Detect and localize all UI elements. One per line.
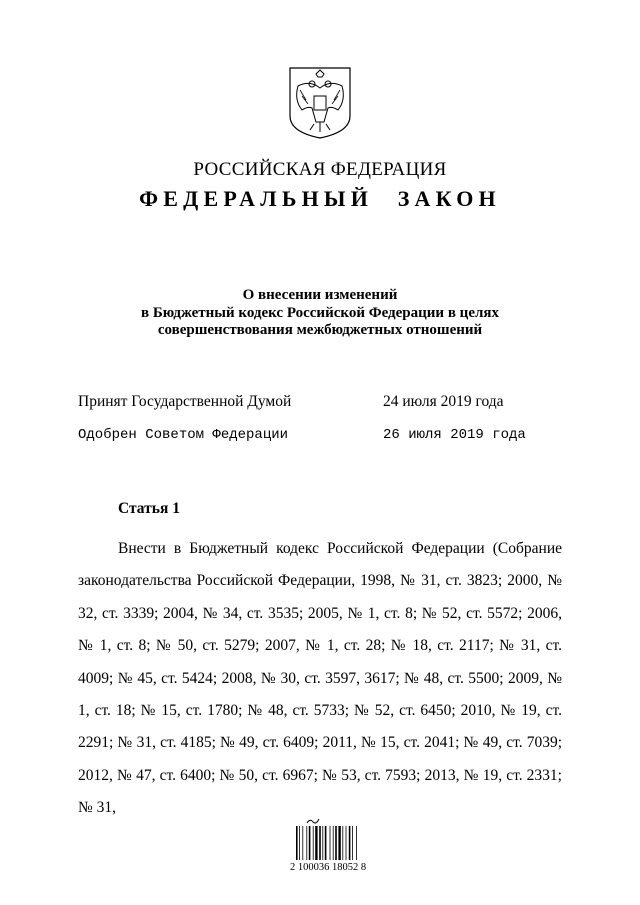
law-title-line: совершенствования межбюджетных отношений	[157, 322, 483, 338]
barcode-bars	[296, 826, 358, 860]
barcode-bar	[319, 826, 321, 860]
barcode-bar	[333, 826, 334, 860]
signature-mark-icon	[306, 817, 320, 825]
barcode-bar	[325, 826, 327, 860]
barcode-bar	[356, 826, 357, 860]
barcode-bar	[322, 826, 323, 860]
law-title-line: О внесении изменений	[242, 287, 398, 303]
barcode-bar	[299, 826, 300, 860]
article-heading: Статья 1	[118, 500, 180, 517]
article-body-text: Внести в Бюджетный кодекс Российской Федерации (Собрание законодательства Российской Федерации, 1998, № 31, ст. 3823; 2000, № 32, ст. 3339; 2004, № 34, ст. 3535; 2005, № 1, ст. 8; № 52, ст. 5572; 2006, № 1, ст. 8; № 50, ст. 5279; 2007, № 1, ст. 28; № 18, ст. 2117; № 31, ст. 4009; № 45, ст. 5424; 2008, № 30, ст. 3597, 3617; № 48, ст. 5500; 2009, № 1, ст. 18; № 15, ст. 1780; № 48, ст. 5733; № 52, ст. 6450; 2010, № 19, ст. 2291; № 31, ст. 4185; № 49, ст. 6409; 2011, № 15, ст. 2041; № 49, ст. 7039; 2012, № 47, ст. 6400; № 50, ст. 6967; № 53, ст. 7593; 2013, № 19, ст. 2331; № 31,	[78, 540, 562, 817]
barcode-bar	[349, 826, 351, 860]
barcode-bar	[296, 826, 298, 860]
barcode-number: 2 100036 18052 8	[290, 862, 367, 873]
barcode-bar	[338, 826, 340, 860]
barcode-bar	[342, 826, 343, 860]
barcode-bar	[315, 826, 317, 860]
barcode-bar	[330, 826, 331, 860]
barcode-bar	[309, 826, 311, 860]
barcode-bar	[346, 826, 347, 860]
duma-adoption-date: 24 июля 2019 года	[383, 393, 504, 410]
barcode-bar	[302, 826, 303, 860]
barcode-bar	[352, 826, 353, 860]
duma-adoption-label: Принят Государственной Думой	[78, 393, 292, 410]
law-type-heading: ФЕДЕРАЛЬНЫЙ ЗАКОН	[139, 186, 501, 211]
barcode-bar	[306, 826, 307, 860]
council-approval-label: Одобрен Советом Федерации	[78, 427, 289, 443]
country-name: РОССИЙСКАЯ ФЕДЕРАЦИЯ	[193, 159, 447, 180]
state-emblem-icon	[288, 66, 352, 140]
barcode-bar	[335, 826, 337, 860]
law-title	[80, 287, 560, 340]
barcode-bar	[313, 826, 314, 860]
council-approval-date: 26 июля 2019 года	[383, 427, 526, 443]
law-title-line: в Бюджетный кодекс Российской Федерации в целях	[140, 304, 500, 321]
